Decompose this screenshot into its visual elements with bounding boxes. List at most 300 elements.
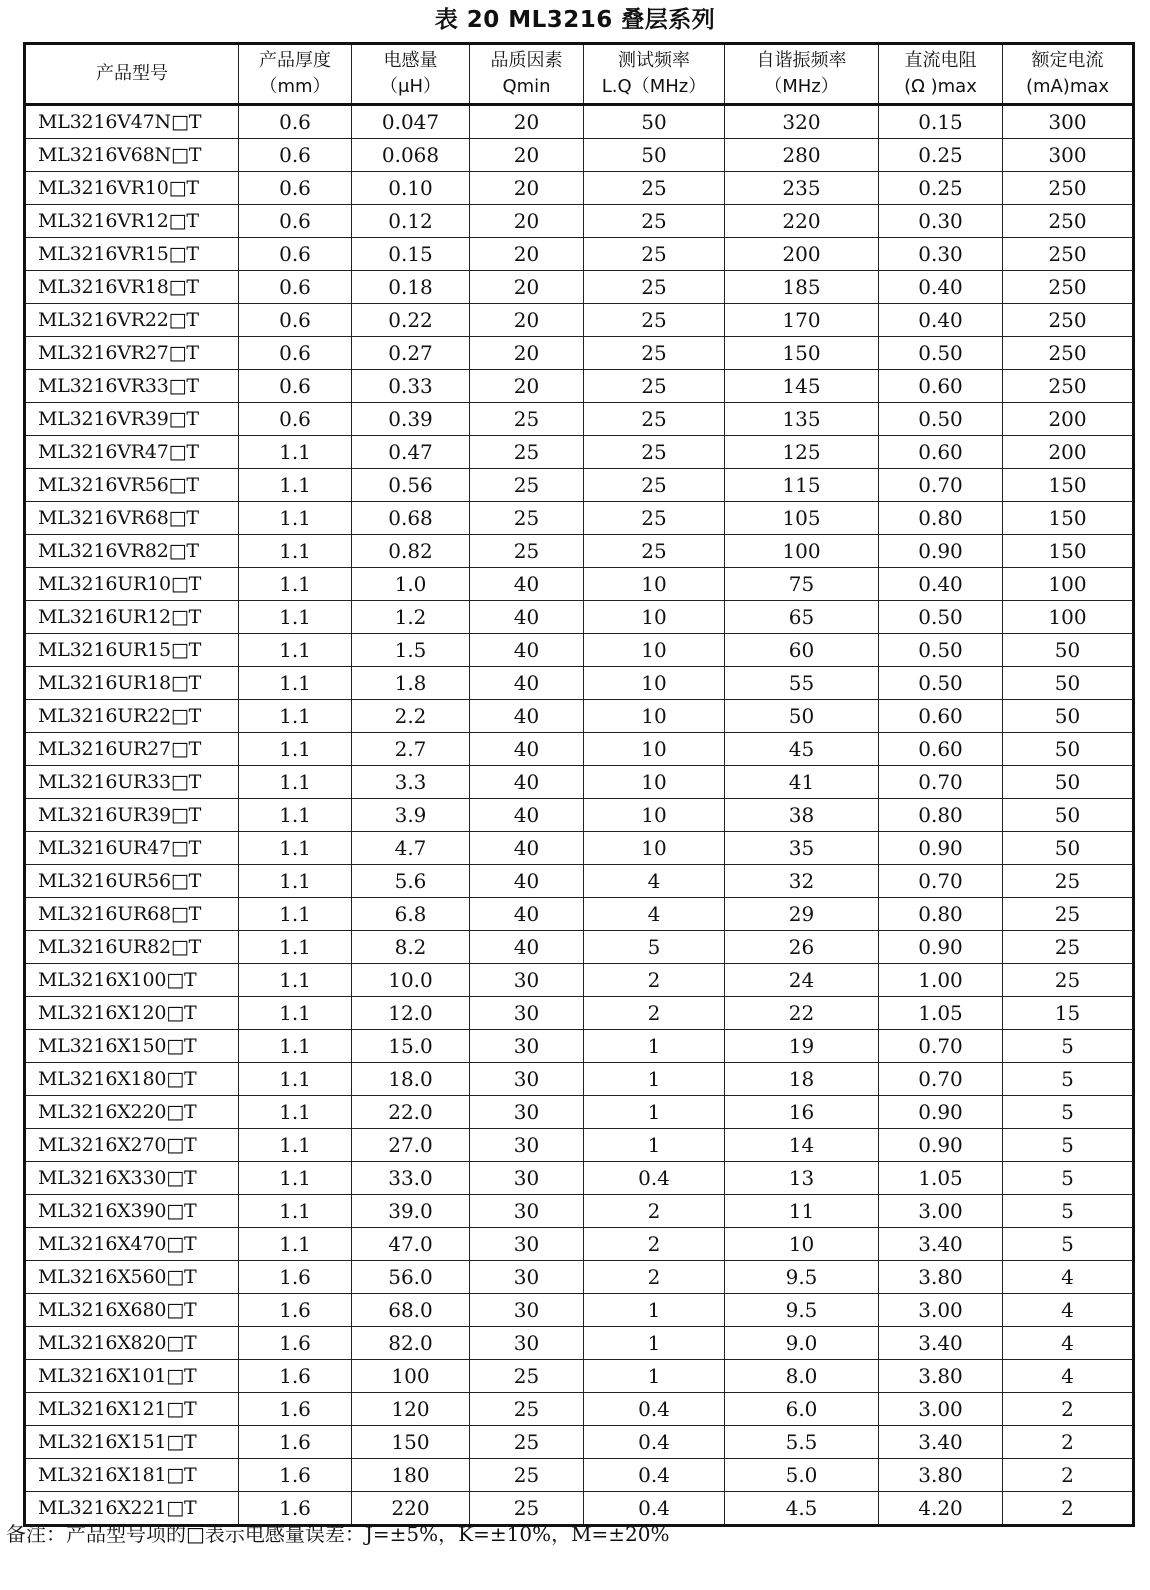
cell-thickness: 1.1 (239, 634, 352, 667)
table-row (25, 1129, 1134, 1162)
cell-model: ML3216VR68□T (25, 502, 239, 535)
table-row (25, 667, 1134, 700)
cell-self-resonant-frequency: 280 (725, 139, 879, 172)
table-row (25, 238, 1134, 271)
cell-model: ML3216VR15□T (25, 238, 239, 271)
cell-dc-resistance: 0.50 (879, 403, 1003, 436)
cell-dc-resistance: 0.40 (879, 568, 1003, 601)
cell-q-min: 25 (470, 403, 584, 436)
table-row (25, 1063, 1134, 1096)
cell-rated-current: 50 (1003, 733, 1134, 766)
cell-rated-current: 250 (1003, 238, 1134, 271)
cell-self-resonant-frequency: 32 (725, 865, 879, 898)
cell-rated-current: 4 (1003, 1327, 1134, 1360)
cell-dc-resistance: 0.60 (879, 370, 1003, 403)
cell-inductance: 0.18 (352, 271, 470, 304)
cell-self-resonant-frequency: 10 (725, 1228, 879, 1261)
cell-test-frequency: 25 (584, 370, 725, 403)
cell-inductance: 56.0 (352, 1261, 470, 1294)
cell-q-min: 40 (470, 667, 584, 700)
cell-rated-current: 2 (1003, 1393, 1134, 1426)
cell-thickness: 1.6 (239, 1294, 352, 1327)
cell-self-resonant-frequency: 5.5 (725, 1426, 879, 1459)
cell-model: ML3216UR56□T (25, 865, 239, 898)
table-row (25, 568, 1134, 601)
cell-q-min: 40 (470, 865, 584, 898)
cell-q-min: 30 (470, 1129, 584, 1162)
cell-rated-current: 150 (1003, 469, 1134, 502)
cell-thickness: 1.1 (239, 865, 352, 898)
cell-test-frequency: 25 (584, 238, 725, 271)
cell-dc-resistance: 0.70 (879, 1030, 1003, 1063)
cell-self-resonant-frequency: 9.0 (725, 1327, 879, 1360)
table-row (25, 997, 1134, 1030)
cell-model: ML3216UR27□T (25, 733, 239, 766)
cell-self-resonant-frequency: 24 (725, 964, 879, 997)
cell-test-frequency: 25 (584, 304, 725, 337)
header-q-min: 品质因素 Qmin (470, 44, 584, 105)
cell-self-resonant-frequency: 125 (725, 436, 879, 469)
cell-inductance: 18.0 (352, 1063, 470, 1096)
table-row (25, 1261, 1134, 1294)
cell-q-min: 30 (470, 964, 584, 997)
cell-self-resonant-frequency: 14 (725, 1129, 879, 1162)
cell-model: ML3216UR33□T (25, 766, 239, 799)
cell-dc-resistance: 3.40 (879, 1228, 1003, 1261)
cell-thickness: 1.1 (239, 1063, 352, 1096)
cell-test-frequency: 10 (584, 766, 725, 799)
cell-self-resonant-frequency: 320 (725, 105, 879, 139)
cell-self-resonant-frequency: 60 (725, 634, 879, 667)
table-body (25, 105, 1134, 1526)
cell-test-frequency: 25 (584, 502, 725, 535)
table-row (25, 1327, 1134, 1360)
cell-q-min: 40 (470, 568, 584, 601)
table-row (25, 1228, 1134, 1261)
cell-inductance: 3.3 (352, 766, 470, 799)
cell-thickness: 1.1 (239, 1030, 352, 1063)
table-row (25, 700, 1134, 733)
cell-thickness: 1.1 (239, 733, 352, 766)
cell-dc-resistance: 0.60 (879, 436, 1003, 469)
cell-rated-current: 4 (1003, 1360, 1134, 1393)
cell-rated-current: 150 (1003, 502, 1134, 535)
cell-inductance: 0.33 (352, 370, 470, 403)
cell-model: ML3216X470□T (25, 1228, 239, 1261)
cell-dc-resistance: 3.80 (879, 1261, 1003, 1294)
cell-dc-resistance: 3.80 (879, 1360, 1003, 1393)
cell-q-min: 40 (470, 766, 584, 799)
header-dc-resistance: 直流电阻 (Ω )max (879, 44, 1003, 105)
cell-test-frequency: 2 (584, 1261, 725, 1294)
table-row (25, 469, 1134, 502)
cell-inductance: 82.0 (352, 1327, 470, 1360)
table-row (25, 139, 1134, 172)
table-row (25, 535, 1134, 568)
cell-rated-current: 25 (1003, 964, 1134, 997)
cell-dc-resistance: 0.40 (879, 304, 1003, 337)
cell-thickness: 0.6 (239, 370, 352, 403)
cell-self-resonant-frequency: 115 (725, 469, 879, 502)
table-row (25, 403, 1134, 436)
cell-dc-resistance: 3.40 (879, 1327, 1003, 1360)
cell-dc-resistance: 0.80 (879, 799, 1003, 832)
cell-test-frequency: 25 (584, 271, 725, 304)
cell-model: ML3216X680□T (25, 1294, 239, 1327)
table-row (25, 1459, 1134, 1492)
cell-dc-resistance: 0.70 (879, 766, 1003, 799)
cell-rated-current: 50 (1003, 667, 1134, 700)
cell-thickness: 1.6 (239, 1261, 352, 1294)
cell-self-resonant-frequency: 65 (725, 601, 879, 634)
cell-model: ML3216VR12□T (25, 205, 239, 238)
cell-model: ML3216X270□T (25, 1129, 239, 1162)
cell-q-min: 40 (470, 601, 584, 634)
cell-rated-current: 2 (1003, 1426, 1134, 1459)
cell-rated-current: 5 (1003, 1162, 1134, 1195)
cell-thickness: 1.1 (239, 502, 352, 535)
cell-rated-current: 5 (1003, 1228, 1134, 1261)
cell-q-min: 25 (470, 469, 584, 502)
table-row (25, 436, 1134, 469)
cell-rated-current: 5 (1003, 1063, 1134, 1096)
cell-dc-resistance: 1.05 (879, 1162, 1003, 1195)
table-row (25, 832, 1134, 865)
cell-thickness: 1.1 (239, 1129, 352, 1162)
cell-thickness: 1.6 (239, 1426, 352, 1459)
cell-test-frequency: 0.4 (584, 1393, 725, 1426)
cell-rated-current: 250 (1003, 337, 1134, 370)
cell-thickness: 0.6 (239, 337, 352, 370)
cell-inductance: 22.0 (352, 1096, 470, 1129)
cell-rated-current: 200 (1003, 436, 1134, 469)
cell-q-min: 40 (470, 700, 584, 733)
table-row (25, 931, 1134, 964)
cell-q-min: 40 (470, 832, 584, 865)
header-inductance: 电感量 （μH） (352, 44, 470, 105)
cell-test-frequency: 10 (584, 700, 725, 733)
cell-inductance: 0.27 (352, 337, 470, 370)
cell-thickness: 1.1 (239, 964, 352, 997)
cell-model: ML3216UR39□T (25, 799, 239, 832)
table-row (25, 304, 1134, 337)
cell-q-min: 30 (470, 1063, 584, 1096)
cell-rated-current: 2 (1003, 1492, 1134, 1526)
cell-q-min: 40 (470, 799, 584, 832)
cell-rated-current: 200 (1003, 403, 1134, 436)
cell-self-resonant-frequency: 45 (725, 733, 879, 766)
cell-inductance: 4.7 (352, 832, 470, 865)
cell-inductance: 2.2 (352, 700, 470, 733)
cell-rated-current: 250 (1003, 271, 1134, 304)
cell-test-frequency: 10 (584, 799, 725, 832)
cell-dc-resistance: 3.80 (879, 1459, 1003, 1492)
cell-self-resonant-frequency: 22 (725, 997, 879, 1030)
cell-test-frequency: 25 (584, 337, 725, 370)
cell-q-min: 20 (470, 172, 584, 205)
cell-inductance: 47.0 (352, 1228, 470, 1261)
cell-model: ML3216UR15□T (25, 634, 239, 667)
cell-thickness: 1.6 (239, 1327, 352, 1360)
cell-q-min: 30 (470, 1096, 584, 1129)
cell-self-resonant-frequency: 41 (725, 766, 879, 799)
cell-q-min: 30 (470, 1261, 584, 1294)
table-row (25, 370, 1134, 403)
cell-test-frequency: 10 (584, 832, 725, 865)
cell-model: ML3216VR47□T (25, 436, 239, 469)
table-row (25, 766, 1134, 799)
cell-self-resonant-frequency: 50 (725, 700, 879, 733)
cell-q-min: 30 (470, 1030, 584, 1063)
cell-model: ML3216X120□T (25, 997, 239, 1030)
header-rated-current: 额定电流 (mA)max (1003, 44, 1134, 105)
cell-inductance: 0.56 (352, 469, 470, 502)
cell-q-min: 30 (470, 1195, 584, 1228)
cell-rated-current: 250 (1003, 370, 1134, 403)
cell-inductance: 0.47 (352, 436, 470, 469)
cell-inductance: 12.0 (352, 997, 470, 1030)
cell-dc-resistance: 0.30 (879, 205, 1003, 238)
cell-test-frequency: 25 (584, 469, 725, 502)
cell-self-resonant-frequency: 11 (725, 1195, 879, 1228)
cell-inductance: 0.68 (352, 502, 470, 535)
cell-inductance: 0.12 (352, 205, 470, 238)
cell-model: ML3216UR68□T (25, 898, 239, 931)
cell-test-frequency: 25 (584, 535, 725, 568)
cell-dc-resistance: 0.90 (879, 535, 1003, 568)
cell-rated-current: 50 (1003, 634, 1134, 667)
cell-thickness: 1.1 (239, 1195, 352, 1228)
cell-q-min: 30 (470, 997, 584, 1030)
cell-thickness: 0.6 (239, 139, 352, 172)
cell-dc-resistance: 0.50 (879, 601, 1003, 634)
cell-thickness: 1.1 (239, 601, 352, 634)
cell-model: ML3216UR12□T (25, 601, 239, 634)
cell-test-frequency: 10 (584, 733, 725, 766)
cell-model: ML3216X151□T (25, 1426, 239, 1459)
cell-q-min: 40 (470, 898, 584, 931)
cell-self-resonant-frequency: 13 (725, 1162, 879, 1195)
cell-thickness: 1.1 (239, 1096, 352, 1129)
cell-model: ML3216UR22□T (25, 700, 239, 733)
cell-test-frequency: 1 (584, 1294, 725, 1327)
cell-model: ML3216X100□T (25, 964, 239, 997)
cell-self-resonant-frequency: 75 (725, 568, 879, 601)
cell-q-min: 25 (470, 1492, 584, 1526)
cell-q-min: 30 (470, 1162, 584, 1195)
cell-self-resonant-frequency: 29 (725, 898, 879, 931)
table-row (25, 1426, 1134, 1459)
cell-model: ML3216X820□T (25, 1327, 239, 1360)
cell-self-resonant-frequency: 5.0 (725, 1459, 879, 1492)
cell-rated-current: 5 (1003, 1030, 1134, 1063)
cell-test-frequency: 50 (584, 139, 725, 172)
cell-dc-resistance: 0.30 (879, 238, 1003, 271)
cell-dc-resistance: 3.00 (879, 1195, 1003, 1228)
cell-thickness: 1.1 (239, 832, 352, 865)
cell-inductance: 0.15 (352, 238, 470, 271)
cell-thickness: 1.1 (239, 766, 352, 799)
cell-inductance: 120 (352, 1393, 470, 1426)
cell-inductance: 10.0 (352, 964, 470, 997)
cell-q-min: 25 (470, 1360, 584, 1393)
cell-dc-resistance: 3.00 (879, 1393, 1003, 1426)
cell-test-frequency: 25 (584, 403, 725, 436)
cell-thickness: 1.1 (239, 1228, 352, 1261)
cell-self-resonant-frequency: 35 (725, 832, 879, 865)
cell-test-frequency: 4 (584, 898, 725, 931)
cell-inductance: 0.10 (352, 172, 470, 205)
cell-rated-current: 2 (1003, 1459, 1134, 1492)
cell-test-frequency: 1 (584, 1096, 725, 1129)
cell-inductance: 1.0 (352, 568, 470, 601)
cell-self-resonant-frequency: 185 (725, 271, 879, 304)
cell-inductance: 150 (352, 1426, 470, 1459)
cell-model: ML3216VR56□T (25, 469, 239, 502)
cell-dc-resistance: 0.80 (879, 502, 1003, 535)
cell-test-frequency: 0.4 (584, 1426, 725, 1459)
cell-self-resonant-frequency: 6.0 (725, 1393, 879, 1426)
cell-rated-current: 5 (1003, 1096, 1134, 1129)
cell-inductance: 39.0 (352, 1195, 470, 1228)
cell-rated-current: 4 (1003, 1294, 1134, 1327)
cell-dc-resistance: 0.40 (879, 271, 1003, 304)
cell-inductance: 180 (352, 1459, 470, 1492)
cell-dc-resistance: 0.50 (879, 667, 1003, 700)
cell-model: ML3216VR18□T (25, 271, 239, 304)
cell-inductance: 15.0 (352, 1030, 470, 1063)
table-row (25, 1294, 1134, 1327)
cell-dc-resistance: 0.80 (879, 898, 1003, 931)
cell-dc-resistance: 0.50 (879, 634, 1003, 667)
cell-q-min: 20 (470, 370, 584, 403)
cell-rated-current: 25 (1003, 898, 1134, 931)
cell-model: ML3216V68N□T (25, 139, 239, 172)
cell-inductance: 6.8 (352, 898, 470, 931)
cell-test-frequency: 1 (584, 1063, 725, 1096)
cell-self-resonant-frequency: 19 (725, 1030, 879, 1063)
cell-thickness: 1.1 (239, 1162, 352, 1195)
table-row (25, 337, 1134, 370)
cell-rated-current: 100 (1003, 568, 1134, 601)
cell-q-min: 25 (470, 1459, 584, 1492)
table-row (25, 1162, 1134, 1195)
cell-rated-current: 50 (1003, 799, 1134, 832)
cell-thickness: 1.1 (239, 898, 352, 931)
cell-thickness: 1.1 (239, 436, 352, 469)
cell-dc-resistance: 0.50 (879, 337, 1003, 370)
cell-q-min: 20 (470, 337, 584, 370)
cell-model: ML3216VR22□T (25, 304, 239, 337)
cell-thickness: 1.1 (239, 997, 352, 1030)
inductor-spec-table (23, 42, 1135, 1527)
cell-thickness: 1.1 (239, 799, 352, 832)
cell-q-min: 25 (470, 535, 584, 568)
cell-test-frequency: 2 (584, 1195, 725, 1228)
cell-thickness: 0.6 (239, 172, 352, 205)
cell-test-frequency: 25 (584, 172, 725, 205)
cell-self-resonant-frequency: 170 (725, 304, 879, 337)
cell-dc-resistance: 3.00 (879, 1294, 1003, 1327)
cell-rated-current: 150 (1003, 535, 1134, 568)
cell-model: ML3216UR82□T (25, 931, 239, 964)
cell-dc-resistance: 0.15 (879, 105, 1003, 139)
cell-test-frequency: 1 (584, 1030, 725, 1063)
cell-model: ML3216X560□T (25, 1261, 239, 1294)
cell-test-frequency: 10 (584, 667, 725, 700)
cell-q-min: 40 (470, 634, 584, 667)
header-thickness: 产品厚度 （mm） (239, 44, 352, 105)
cell-test-frequency: 10 (584, 601, 725, 634)
cell-model: ML3216VR27□T (25, 337, 239, 370)
cell-rated-current: 250 (1003, 172, 1134, 205)
cell-q-min: 20 (470, 205, 584, 238)
cell-thickness: 0.6 (239, 304, 352, 337)
cell-inductance: 220 (352, 1492, 470, 1526)
table-row (25, 502, 1134, 535)
cell-thickness: 1.1 (239, 568, 352, 601)
cell-thickness: 0.6 (239, 205, 352, 238)
cell-self-resonant-frequency: 150 (725, 337, 879, 370)
cell-dc-resistance: 0.60 (879, 733, 1003, 766)
table-row (25, 1030, 1134, 1063)
cell-inductance: 8.2 (352, 931, 470, 964)
cell-rated-current: 50 (1003, 700, 1134, 733)
cell-model: ML3216VR10□T (25, 172, 239, 205)
cell-inductance: 0.047 (352, 105, 470, 139)
cell-inductance: 3.9 (352, 799, 470, 832)
cell-test-frequency: 2 (584, 997, 725, 1030)
cell-thickness: 1.1 (239, 667, 352, 700)
cell-test-frequency: 50 (584, 105, 725, 139)
cell-self-resonant-frequency: 4.5 (725, 1492, 879, 1526)
cell-q-min: 40 (470, 931, 584, 964)
cell-test-frequency: 10 (584, 634, 725, 667)
cell-model: ML3216UR18□T (25, 667, 239, 700)
cell-model: ML3216X181□T (25, 1459, 239, 1492)
cell-model: ML3216X330□T (25, 1162, 239, 1195)
header-self-resonant-frequency: 自谐振频率 （MHz） (725, 44, 879, 105)
cell-dc-resistance: 0.70 (879, 1063, 1003, 1096)
cell-dc-resistance: 1.05 (879, 997, 1003, 1030)
header-model: 产品型号 (25, 44, 239, 105)
cell-self-resonant-frequency: 16 (725, 1096, 879, 1129)
cell-rated-current: 25 (1003, 931, 1134, 964)
cell-self-resonant-frequency: 100 (725, 535, 879, 568)
cell-test-frequency: 4 (584, 865, 725, 898)
cell-rated-current: 250 (1003, 205, 1134, 238)
cell-q-min: 30 (470, 1228, 584, 1261)
cell-q-min: 20 (470, 304, 584, 337)
cell-inductance: 1.2 (352, 601, 470, 634)
cell-test-frequency: 0.4 (584, 1459, 725, 1492)
cell-inductance: 2.7 (352, 733, 470, 766)
cell-test-frequency: 5 (584, 931, 725, 964)
footnote: 备注：产品型号项的□表示电感量误差：J=±5%，K=±10%，M=±20% (6, 1522, 670, 1546)
table-row (25, 1195, 1134, 1228)
cell-model: ML3216X180□T (25, 1063, 239, 1096)
cell-thickness: 1.1 (239, 931, 352, 964)
cell-dc-resistance: 4.20 (879, 1492, 1003, 1526)
cell-inductance: 0.068 (352, 139, 470, 172)
cell-self-resonant-frequency: 235 (725, 172, 879, 205)
table-row (25, 1096, 1134, 1129)
cell-inductance: 1.5 (352, 634, 470, 667)
cell-thickness: 0.6 (239, 403, 352, 436)
cell-thickness: 1.6 (239, 1393, 352, 1426)
cell-dc-resistance: 0.25 (879, 139, 1003, 172)
table-row (25, 733, 1134, 766)
